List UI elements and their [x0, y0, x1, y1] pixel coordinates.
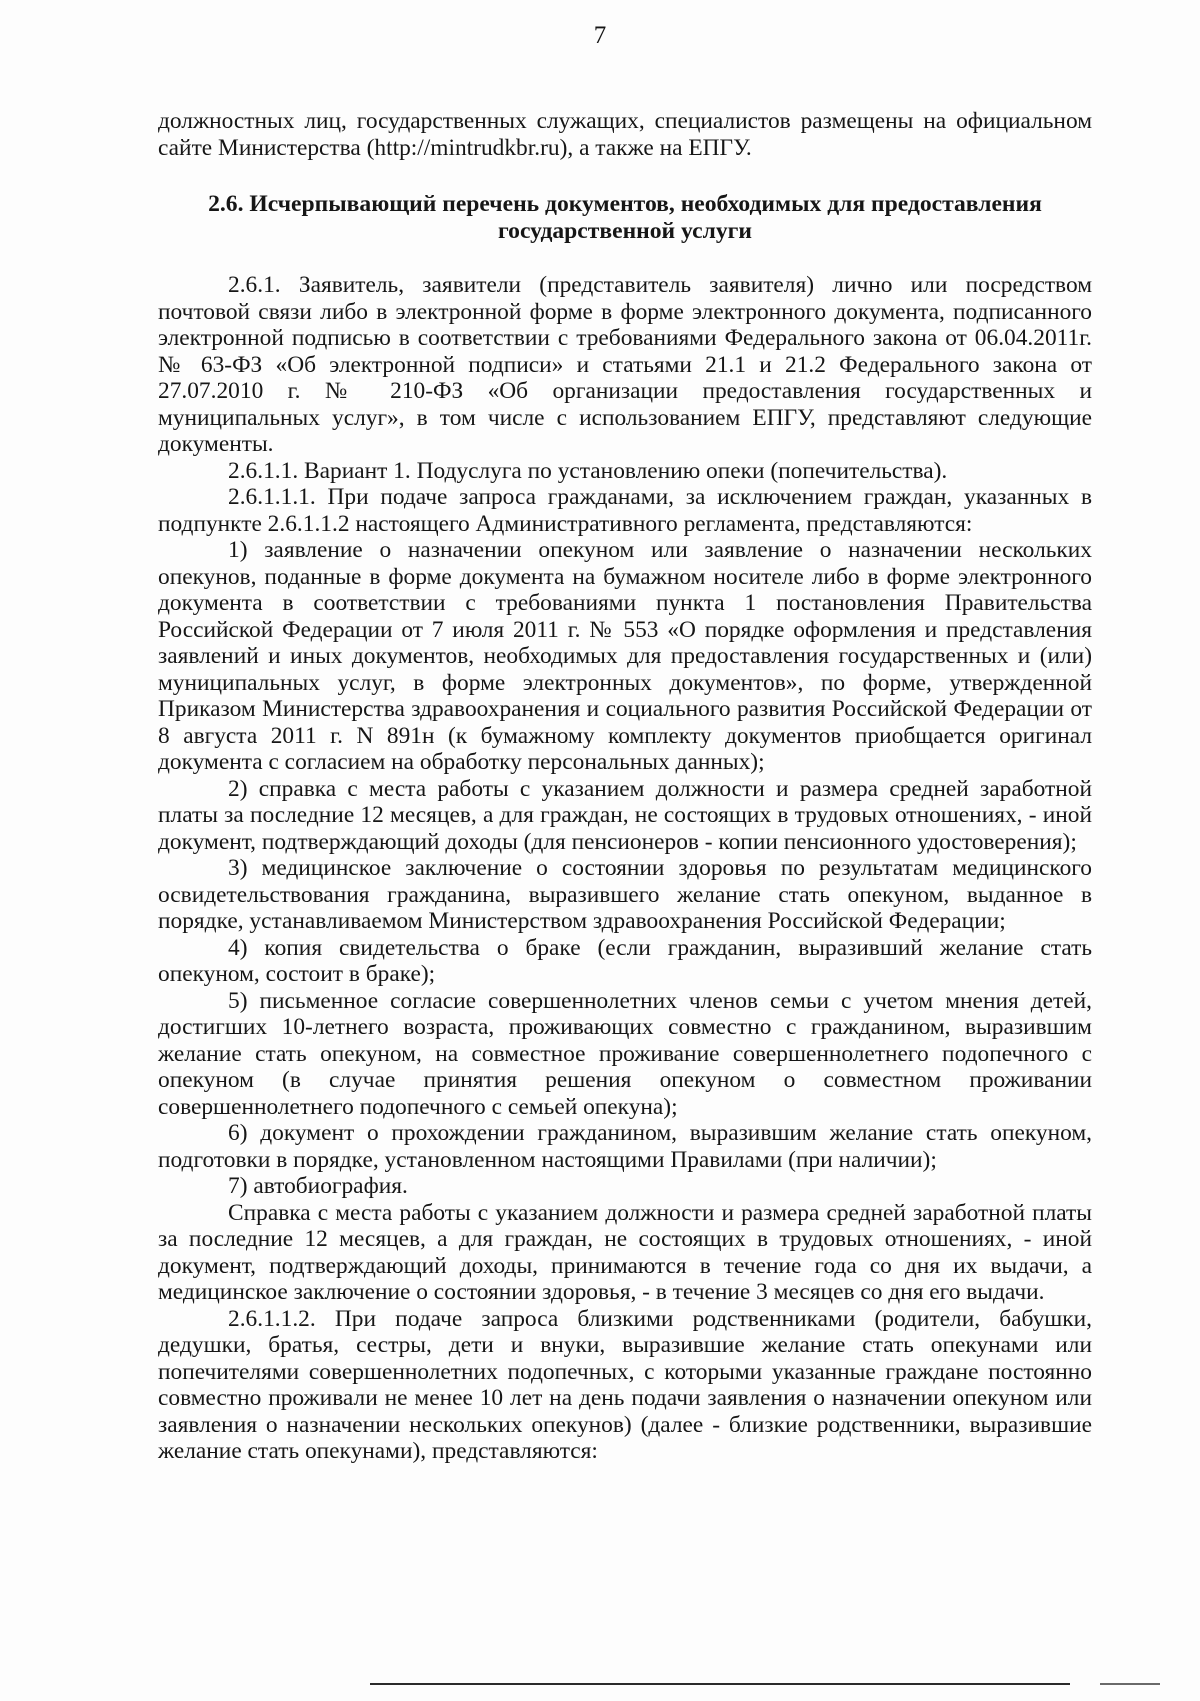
list-item: 7) автобиография.: [228, 1173, 408, 1199]
bottom-rule-end: [1100, 1683, 1160, 1685]
list-item: 4) копия свидетельства о браке (если гражданин, выразивший желание стать опекуном, состоит в браке);: [158, 934, 1092, 987]
paragraph-2-6-1-1: 2.6.1.1. Вариант 1. Подуслуга по установлению опеки (попечительства).: [228, 457, 948, 484]
list-item: 5) письменное согласие совершеннолетних членов семьи с учетом мнения детей, достигших 10-летнего возраста, проживающих совместно с гражданином, выразившим желание стать опекуном, на совместное проживание совершеннолетнего подопечного с опекуном (в случае принятия решения опекуном о совместном проживании совершеннолетнего подопечного с семьей опекуна);: [158, 987, 1092, 1120]
section-heading: 2.6. Исчерпывающий перечень документов, необходимых для предоставления государственной услуги: [208, 191, 1042, 244]
bottom-rule: [370, 1683, 1070, 1685]
list-item: 3) медицинское заключение о состоянии здоровья по результатам медицинского освидетельствования гражданина, выразившего желание стать опекуном, выданное в порядке, устанавливаемом Министерством здравоохранения Российской Федерации;: [158, 855, 1092, 934]
document-body: [158, 108, 1092, 1465]
paragraph-2-6-1: 2.6.1. Заявитель, заявители (представитель заявителя) лично или посредством почтовой связи либо в электронной форме в форме электронного документа, подписанного электронной подписью в соответствии с требованиями Федерального закона от 06.04.2011г. № 63-ФЗ «Об электронной подписи» и статьями 21.1 и 21.2 Федерального закона от 27.07.2010 г. № 210-ФЗ «Об организации предоставления государственных и муниципальных услуг», в том числе с использованием ЕПГУ, представляют следующие документы.: [158, 272, 1092, 457]
page-number: 7: [593, 22, 607, 49]
paragraph-2-6-1-1-2: 2.6.1.1.2. При подаче запроса близкими родственниками (родители, бабушки, дедушки, братья, сестры, дети и внуки, выразившие желание стать опекунами или попечителями совершеннолетних подопечных, с которыми указанные граждане постоянно совместно проживали не менее 10 лет на день подачи заявления о назначении опекуном или заявления о назначении нескольких опекунов) (далее - близкие родственники, выразившие желание стать опекунами), представляются:: [158, 1305, 1092, 1464]
list-item: 6) документ о прохождении гражданином, выразившим желание стать опекуном, подготовки в порядке, установленном настоящими Правилами (при наличии);: [158, 1120, 1092, 1173]
list-item: 2) справка с места работы с указанием должности и размера средней заработной платы за последние 12 месяцев, а для граждан, не состоящих в трудовых отношениях, - иной документ, подтверждающий доходы (для пенсионеров - копии пенсионного удостоверения);: [158, 775, 1092, 855]
paragraph-2-6-1-1-1: 2.6.1.1.1. При подаче запроса гражданами, за исключением граждан, указанных в подпункте 2.6.1.1.2 настоящего Административного регламента, представляются:: [158, 484, 1092, 537]
note-paragraph: Справка с места работы с указанием должности и размера средней заработной платы за последние 12 месяцев, а для граждан, не состоящих в трудовых отношениях, - иной документ, подтверждающий доходы, принимаются в течение года со дня их выдачи, а медицинское заключение о состоянии здоровья, - в течение 3 месяцев со дня его выдачи.: [158, 1199, 1092, 1305]
list-item: 1) заявление о назначении опекуном или заявление о назначении нескольких опекунов, поданные в форме документа на бумажном носителе либо в форме электронного документа в соответствии с требованиями пункта 1 постановления Правительства Российской Федерации от 7 июля 2011 г. № 553 «О порядке оформления и представления заявлений и иных документов, необходимых для предоставления государственных и (или) муниципальных услуг, в форме электронных документов», по форме, утвержденной Приказом Министерства здравоохранения и социального развития Российской Федерации от 8 августа 2011 г. N 891н (к бумажному комплекту документов приобщается оригинал документа с согласием на обработку персональных данных);: [158, 537, 1092, 775]
intro-paragraph: должностных лиц, государственных служащих, специалистов размещены на официальном сайте Министерства (http://mintrudkbr.ru), а также на ЕПГУ.: [158, 108, 1092, 161]
